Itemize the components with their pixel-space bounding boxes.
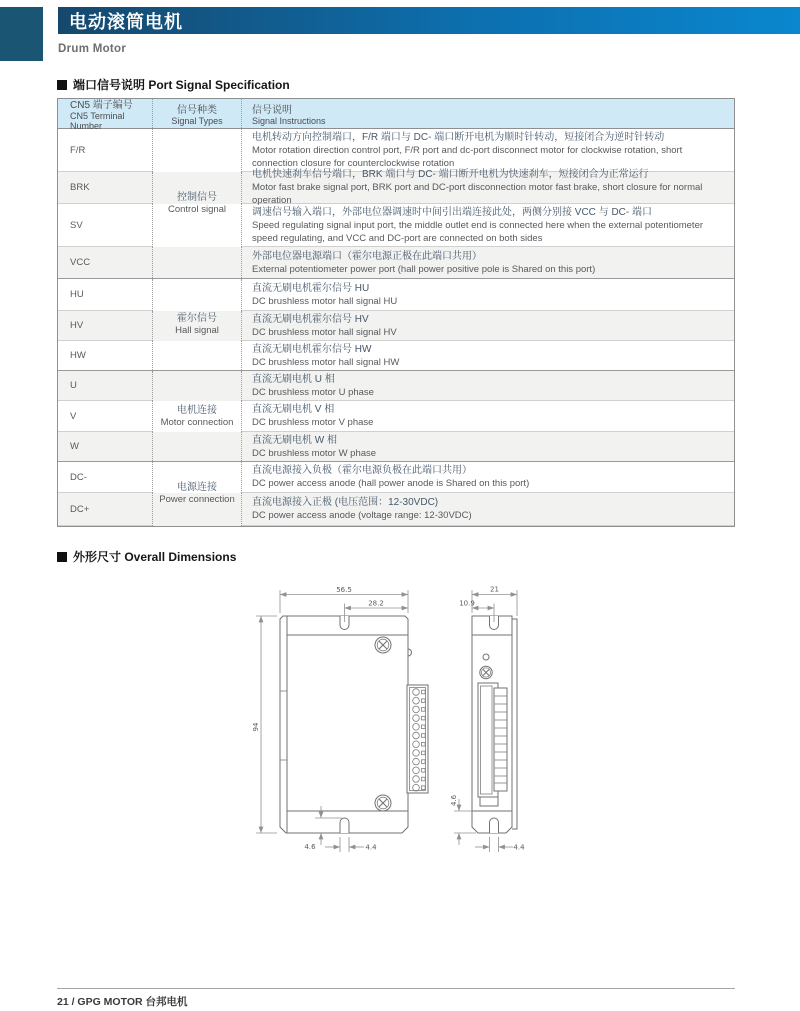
port-cell [58, 279, 152, 311]
table-row-sv [58, 204, 734, 247]
port-cell [58, 204, 152, 247]
port-label: HW [70, 350, 86, 361]
section-heading-label: 外形尺寸 Overall Dimensions [73, 550, 237, 564]
signal-type-spacer [152, 279, 242, 311]
dim-side-notch-offset: 10.9 [459, 599, 475, 608]
signal-desc-cell [242, 247, 734, 278]
signal-desc-cell [242, 204, 734, 247]
group-label-en: Control signal [167, 204, 227, 215]
group-label-en: Power connection [159, 494, 235, 505]
header-signal-type-en: Signal Types [171, 116, 223, 126]
table-row-u [58, 371, 734, 401]
signal-desc-zh: 电机转动方向控制端口，F/R 端口与 DC- 端口断开电机为顺时针转动，短接闭合为逆时针转动 [252, 131, 665, 143]
port-label: VCC [70, 257, 91, 268]
signal-desc-cell [242, 493, 734, 526]
signal-desc-zh: 直流无刷电机 V 相 [252, 404, 335, 415]
signal-type-spacer [152, 311, 242, 341]
front-screw-top [375, 637, 391, 653]
signal-desc-en: DC power access anode (voltage range: 12-30VDC) [252, 510, 472, 521]
table-row-dcminus [58, 462, 734, 493]
port-cell [58, 172, 152, 204]
header-cell-terminal [58, 99, 152, 131]
group-label-zh: 控制信号 [177, 192, 217, 203]
dim-front-width: 56.5 [336, 586, 352, 594]
section-heading-dimensions [57, 548, 236, 565]
signal-type-spacer [152, 462, 242, 493]
port-cell [58, 311, 152, 341]
signal-desc-zh: 直流无刷电机 W 相 [252, 434, 337, 446]
signal-desc-en: External potentiometer power port (hall power positive pole is Shared on this port) [252, 263, 596, 275]
port-label: BRK [70, 182, 90, 193]
port-signal-table [57, 98, 735, 527]
group-label-en: Hall signal [175, 325, 219, 336]
signal-desc-zh: 电机快速刹车信号端口，BRK 端口与 DC- 端口断开电机为快速刹车，短接闭合为正常运行 [252, 169, 649, 180]
page-subtitle: Drum Motor [58, 43, 127, 55]
side-potentiometer-screw [480, 666, 492, 678]
port-label: DC- [70, 471, 87, 483]
section-heading-label: 端口信号说明 Port Signal Specification [73, 78, 290, 92]
signal-type-spacer [152, 401, 242, 432]
header-instructions-en: Signal Instructions [252, 116, 326, 126]
signal-desc-en: Motor rotation direction control port, F/R port and dc-port disconnect motor for clockwise rotation, short connection closure for counterclockwise rotation [252, 144, 683, 169]
signal-desc-en: DC brushless motor V phase [252, 417, 374, 428]
signal-desc-cell [242, 432, 734, 461]
header-cell-signal-type [152, 99, 242, 128]
signal-desc-cell [242, 129, 734, 172]
group-label-en: Motor connection [160, 416, 234, 428]
table-row-v [58, 401, 734, 432]
signal-desc-zh: 直流无刷电机 U 相 [252, 373, 335, 385]
signal-desc-en: DC brushless motor U phase [252, 386, 374, 398]
port-label: U [70, 380, 77, 391]
signal-desc-zh: 外部电位器电源端口（霍尔电源正极在此端口共用） [252, 250, 482, 262]
port-label: W [70, 441, 79, 452]
header-terminal-zh: CN5 端子编号 [70, 100, 133, 111]
header-signal-type-zh: 信号种类 [177, 105, 217, 116]
header-accent-block [0, 7, 43, 61]
side-bottom-notch [490, 818, 499, 833]
page-title: 电动滚筒电机 [69, 11, 183, 32]
signal-desc-zh: 直流无刷电机霍尔信号 HU [252, 282, 370, 294]
port-cell [58, 341, 152, 370]
table-row-dcplus [58, 493, 734, 526]
front-screw-bottom [375, 795, 391, 811]
table-row-hv [58, 311, 734, 341]
signal-desc-cell [242, 169, 734, 206]
table-row-hw [58, 341, 734, 371]
header-terminal-en: CN5 Terminal Number [70, 111, 125, 131]
footer-page-brand: 21 / GPG MOTOR 台邦电机 [57, 996, 188, 1008]
table-row-w [58, 432, 734, 462]
signal-type-spacer [152, 493, 242, 526]
port-cell [58, 493, 152, 526]
signal-desc-en: DC brushless motor hall signal HV [252, 326, 397, 338]
signal-type-spacer [152, 432, 242, 461]
side-connector [478, 683, 507, 806]
signal-desc-cell [242, 311, 734, 341]
group-label-zh: 电源连接 [177, 482, 217, 493]
signal-type-spacer [152, 129, 242, 172]
signal-desc-cell [242, 371, 734, 401]
port-cell [58, 247, 152, 278]
dim-front-notch-offset: 28.2 [368, 599, 384, 608]
front-view-outline [280, 616, 412, 833]
signal-desc-zh: 直流无刷电机霍尔信号 HW [252, 343, 372, 355]
port-label: V [70, 410, 77, 422]
signal-desc-en: Motor fast brake signal port, BRK port and DC-port disconnection motor fast brake, short closure for normal operation [252, 182, 703, 206]
port-label: HU [70, 289, 84, 300]
footer-divider [57, 988, 735, 989]
table-row-fr [58, 129, 734, 172]
signal-desc-en: DC brushless motor hall signal HW [252, 356, 400, 368]
port-label: F/R [70, 144, 86, 156]
signal-desc-en: DC brushless motor W phase [252, 447, 377, 459]
overall-dimensions-drawing [230, 575, 560, 875]
signal-type-spacer [152, 341, 242, 370]
signal-desc-cell [242, 279, 734, 311]
table-row-brk [58, 169, 734, 206]
signal-type-spacer [152, 247, 242, 278]
table-header-row [58, 99, 734, 129]
signal-desc-cell [242, 462, 734, 493]
port-label: SV [70, 219, 83, 231]
signal-desc-zh: 直流电源接入正极 (电压范围：12-30VDC) [252, 497, 439, 508]
signal-type-spacer [152, 371, 242, 401]
front-bottom-notch [340, 818, 349, 833]
dim-side-notch-depth: 4.6 [450, 794, 458, 806]
section-heading-ports [57, 76, 290, 93]
signal-desc-zh: 直流电源接入负极（霍尔电源负极在此端口共用） [252, 465, 472, 476]
signal-type-spacer [152, 204, 242, 247]
signal-desc-en: DC power access anode (hall power anode is Shared on this port) [252, 478, 530, 489]
port-label: HV [70, 320, 84, 331]
signal-desc-zh: 直流无刷电机霍尔信号 HV [252, 313, 369, 325]
signal-desc-en: DC brushless motor hall signal HU [252, 295, 398, 307]
dim-side-width: 21 [490, 585, 499, 594]
section-bullet-icon [57, 552, 67, 562]
signal-type-spacer [152, 172, 242, 204]
table-row-hu [58, 279, 734, 311]
page-header-bar [58, 7, 800, 34]
dim-front-notch-depth: 4.6 [304, 843, 316, 851]
table-row-vcc [58, 247, 734, 279]
dim-front-height: 94 [252, 722, 260, 732]
dim-side-notch-width: 4.4 [513, 843, 525, 852]
port-cell [58, 401, 152, 432]
header-cell-instructions [242, 99, 734, 128]
port-cell [58, 129, 152, 172]
front-terminal-block [407, 685, 428, 793]
group-label-zh: 电机连接 [177, 404, 217, 416]
signal-desc-cell [242, 341, 734, 370]
port-cell [58, 371, 152, 401]
section-bullet-icon [57, 80, 67, 90]
port-label: DC+ [70, 503, 90, 515]
group-label-zh: 霍尔信号 [177, 313, 217, 324]
signal-desc-cell [242, 401, 734, 432]
dim-front-notch-width: 4.4 [365, 843, 377, 852]
port-cell [58, 432, 152, 461]
signal-desc-en: Speed regulating signal input port, the middle outlet end is connected here when the external potentiometer speed regulating, and VCC and DC-port are connected on both sides [252, 219, 704, 244]
front-side-bump [408, 649, 412, 656]
signal-desc-zh: 调速信号输入端口，外部电位器调速时中间引出端连接此处，两侧分别接 VCC 与 DC- 端口 [252, 206, 652, 218]
header-instructions-zh: 信号说明 [252, 105, 292, 116]
port-cell [58, 462, 152, 493]
